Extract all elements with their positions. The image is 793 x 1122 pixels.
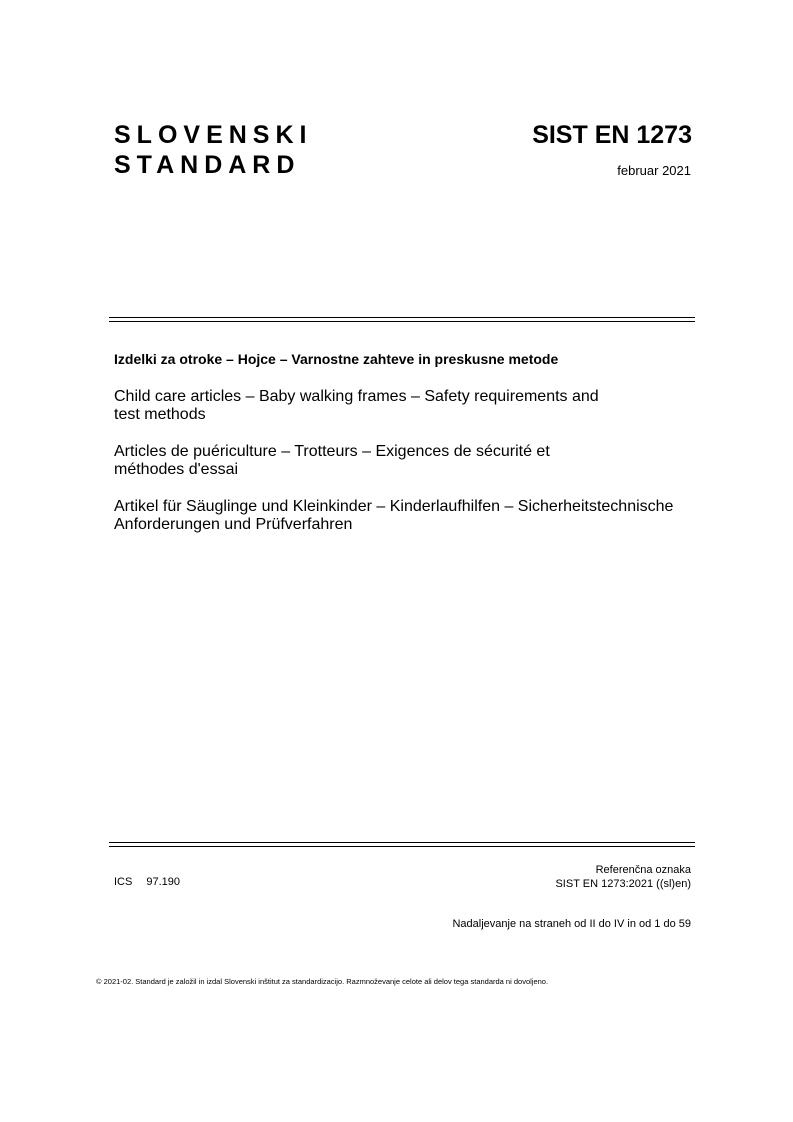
reference-designation [555,863,691,891]
title-english-line-1: Child care articles – Baby walking frames – Safety requirements and [114,388,599,405]
page-continuation: Nadaljevanje na straneh od II do IV in od 1 do 59 [452,918,691,930]
title-english-line-2: test methods [114,406,206,423]
title-german-line-2: Anforderungen und Prüfverfahren [114,516,353,533]
title-french [114,443,714,479]
top-rule-2 [109,321,695,322]
ics-value: 97.190 [146,876,180,888]
copyright-notice: © 2021-02. Standard je založil in izdal Slovenski inštitut za standardizacijo. Razmnoževanje celote ali delov tega standarda ni dovoljeno. [96,977,549,986]
title-english [114,388,714,424]
title-french-line-2: méthodes d'essai [114,461,239,478]
brand-line-2: STANDARD [114,151,301,179]
brand-slovenski-standard [114,120,312,180]
title-german [114,498,714,534]
standard-number: SIST EN 1273 [532,121,692,149]
bottom-rule-1 [109,842,695,843]
ics-label: ICS [114,876,133,888]
brand-line-1: SLOVENSKI [114,121,313,149]
top-rule-1 [109,317,695,318]
reference-label: Referenčna oznaka [595,864,691,876]
publication-date: februar 2021 [617,163,691,178]
title-french-line-1: Articles de puériculture – Trotteurs – Exigences de sécurité et [114,443,550,460]
title-german-line-1: Artikel für Säuglinge und Kleinkinder – Kinderlaufhilfen – Sicherheitstechnische [114,498,674,515]
title-slovenian: Izdelki za otroke – Hojce – Varnostne zahteve in preskusne metode [114,351,559,367]
ics-classification [114,876,180,888]
bottom-rule-2 [109,846,695,847]
reference-value: SIST EN 1273:2021 ((sl)en) [555,878,691,890]
